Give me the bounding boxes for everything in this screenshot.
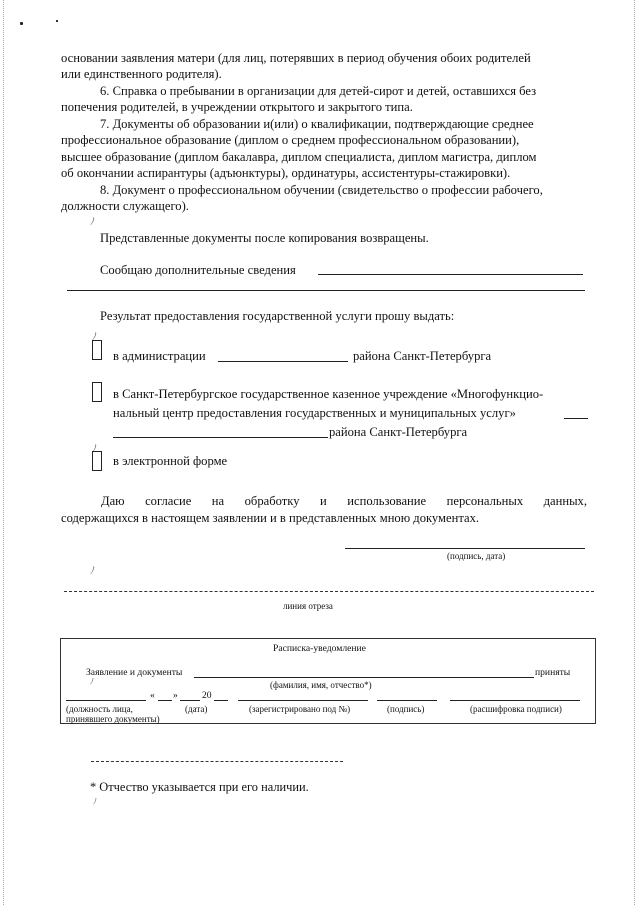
signature-field[interactable] <box>345 548 585 549</box>
option-mfc-line-1: в Санкт-Петербургское государственное казенное учреждение «Многофункцио- <box>113 387 544 401</box>
returned-statement: Представленные документы после копирования возвращены. <box>100 231 429 245</box>
option-admin-prefix: в администрации <box>113 349 206 363</box>
receipt-day-field[interactable] <box>158 700 172 701</box>
receipt-decoding-field[interactable] <box>450 700 580 701</box>
receipt-regnum-field[interactable] <box>238 700 368 701</box>
scan-mark: ﾉ <box>90 217 95 228</box>
consent-line-2: содержащихся в настоящем заявлении и в представленных мною документах. <box>61 511 480 525</box>
item7-line-3: высшее образование (диплом бакалавра, диплом специалиста, диплом магистра, диплом <box>61 150 537 164</box>
scan-mark: ﾉ <box>92 444 97 455</box>
item8-line-2: должности служащего). <box>61 199 189 213</box>
item7-line-1: 7. Документы об образовании и(или) о квалификации, подтверждающие среднее <box>100 117 534 131</box>
receipt-caption-registered: (зарегистрировано под №) <box>249 704 351 714</box>
option-electronic: в электронной форме <box>113 454 228 468</box>
receipt-year-field[interactable] <box>214 700 228 701</box>
receipt-position-field[interactable] <box>66 700 146 701</box>
scan-edge-left <box>3 0 5 905</box>
admin-district-field[interactable] <box>218 361 348 362</box>
scan-mark: ﾉ <box>90 566 95 577</box>
receipt-caption-position-2: принявшего документы) <box>66 714 160 724</box>
receipt-caption-signature: (подпись) <box>387 704 425 714</box>
receipt-year-prefix: 20 <box>202 690 212 701</box>
mfc-district-field[interactable] <box>113 437 328 438</box>
item6-line-1: 6. Справка о пребывании в организации для детей-сирот и детей, оставшихся без <box>100 84 537 98</box>
footnote-separator <box>91 761 343 762</box>
receipt-caption-position: (должность лица, <box>66 704 133 714</box>
receipt-title: Расписка-уведомление <box>273 643 366 654</box>
receipt-caption-date: (дата) <box>185 704 208 714</box>
additional-info-field[interactable] <box>318 274 583 275</box>
scan-mark: ﾉ <box>90 677 94 686</box>
signature-caption: (подпись, дата) <box>447 551 506 561</box>
paragraph-cont-line-2: или единственного родителя). <box>61 67 222 81</box>
scan-speck <box>56 20 58 22</box>
receipt-fio-field[interactable] <box>194 677 534 678</box>
item8-line-1: 8. Документ о профессиональном обучении (свидетельство о профессии рабочего, <box>100 183 543 197</box>
consent-line-1: Даю согласие на обработку и использование персональных данных, <box>101 494 587 508</box>
cut-line-label: линия отреза <box>283 601 333 611</box>
receipt-fio-caption: (фамилия, имя, отчество*) <box>270 680 372 690</box>
scan-mark: ﾉ <box>92 332 97 343</box>
receipt-caption-decoding: (расшифровка подписи) <box>470 704 562 714</box>
checkbox-electronic[interactable] <box>92 451 102 471</box>
scan-edge-right <box>634 0 636 905</box>
receipt-date-close: » <box>173 690 178 701</box>
receipt-signature-field[interactable] <box>377 700 437 701</box>
mfc-field-end[interactable] <box>564 418 588 419</box>
additional-info-label: Сообщаю дополнительные сведения <box>100 263 296 277</box>
checkbox-mfc[interactable] <box>92 382 102 402</box>
option-mfc-suffix: района Санкт-Петербурга <box>329 425 468 439</box>
receipt-date-open: « <box>150 690 155 701</box>
receipt-docs-label: Заявление и документы <box>86 667 183 678</box>
receipt-month-field[interactable] <box>180 700 200 701</box>
scan-mark: ﾉ <box>93 797 97 806</box>
item7-line-2: профессиональное образование (диплом о среднем профессиональном образовании), <box>61 133 520 147</box>
additional-info-field-line-2[interactable] <box>67 290 585 291</box>
item7-line-4: об окончании аспирантуры (адъюнктуры), ординатуры, ассистентуры-стажировки). <box>61 166 511 180</box>
footnote: * Отчество указывается при его наличии. <box>90 780 309 794</box>
cut-line <box>64 591 594 592</box>
receipt-accepted: приняты <box>535 667 571 678</box>
checkbox-administration[interactable] <box>92 340 102 360</box>
paragraph-cont-line-1: основании заявления матери (для лиц, потерявших в период обучения обоих родителей <box>61 51 531 65</box>
item6-line-2: попечения родителей, в учреждении открытого и закрытого типа. <box>61 100 413 114</box>
scan-speck <box>20 22 23 25</box>
option-admin-suffix: района Санкт-Петербурга <box>353 349 492 363</box>
option-mfc-line-2: нальный центр предоставления государственных и муниципальных услуг» <box>113 406 516 420</box>
result-heading: Результат предоставления государственной услуги прошу выдать: <box>100 309 455 323</box>
